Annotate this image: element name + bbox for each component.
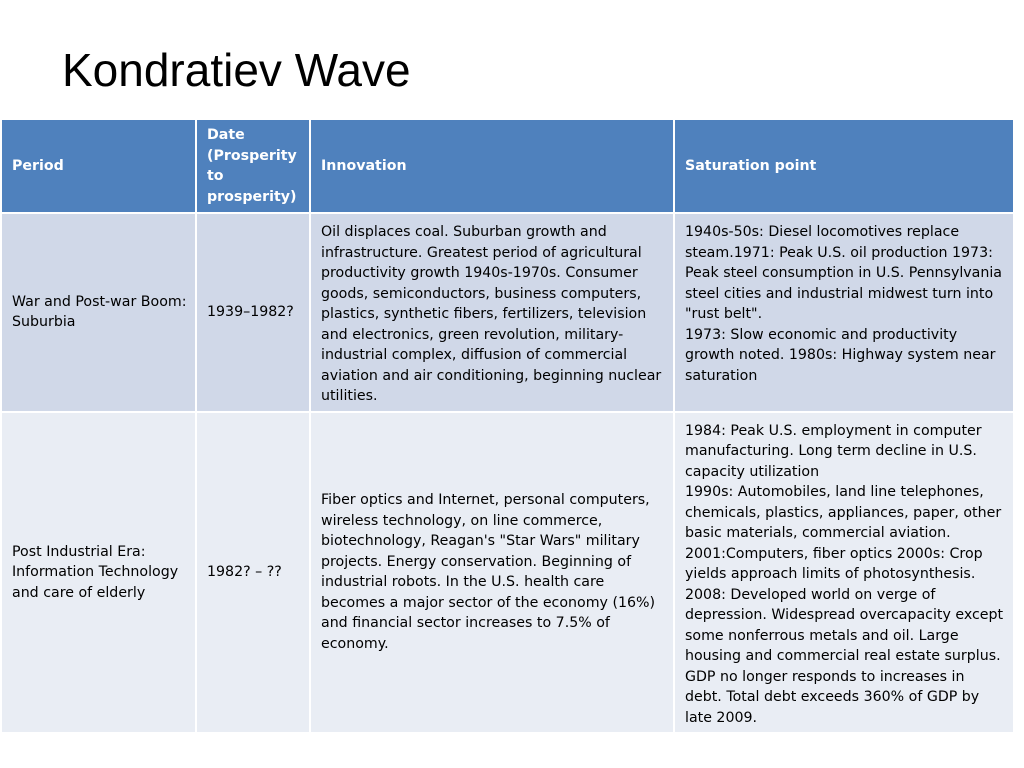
saturation-paragraph: 1990s: Automobiles, land line telephones, chemicals, plastics, appliances, paper, other basic materials, commercial aviation. (685, 484, 1002, 541)
saturation-cell (674, 213, 1014, 412)
header-date: Date (Prosperity to prosperity) (196, 119, 310, 213)
slide-title: Kondratiev Wave (62, 44, 411, 96)
date-cell: 1939–1982? (196, 213, 310, 412)
table-row (1, 213, 1014, 412)
date-cell: 1982? – ?? (196, 412, 310, 734)
saturation-paragraph: 2001:Computers, fiber optics 2000s: Crop yields approach limits of photosynthesis. (685, 545, 983, 582)
kondratiev-table (0, 118, 1015, 734)
table-row (1, 412, 1014, 734)
saturation-paragraph: 1973: Slow economic and productivity growth noted. 1980s: Highway system near saturation (685, 326, 996, 384)
saturation-paragraph: 2008: Developed world on verge of depression. Widespread overcapacity except some nonferrous metals and oil. Large housing and commercial real estate surplus. GDP no longer responds to increases in debt. Total debt exceeds 360% of GDP by late 2009. (685, 586, 1004, 726)
table-header-row (1, 119, 1014, 213)
period-cell: Post Industrial Era: Information Technology and care of elderly (1, 412, 196, 734)
header-innovation: Innovation (310, 119, 674, 213)
innovation-cell: Oil displaces coal. Suburban growth and infrastructure. Greatest period of agricultural productivity growth 1940s-1970s. Consumer goods, semiconductors, business computers, plastics, synthetic fibers, fertilizers, television and electronics, green revolution, military-industrial complex, diffusion of commercial aviation and air conditioning, beginning nuclear utilities. (310, 213, 674, 412)
saturation-paragraph: 1940s-50s: Diesel locomotives replace steam.1971: Peak U.S. oil production 1973: Peak steel consumption in U.S. Pennsylvania steel cities and industrial midwest turn into "rust belt". (685, 224, 1003, 322)
period-cell: War and Post-war Boom: Suburbia (1, 213, 196, 412)
header-period: Period (1, 119, 196, 213)
header-saturation-point: Saturation point (674, 119, 1014, 213)
saturation-paragraph: 1984: Peak U.S. employment in computer manufacturing. Long term decline in U.S. capacity utilization (685, 422, 982, 480)
innovation-cell: Fiber optics and Internet, personal computers, wireless technology, on line commerce, biotechnology, Reagan's "Star Wars" military projects. Energy conservation. Beginning of industrial robots. In the U.S. health care becomes a major sector of the economy (16%) and financial sector increases to 7.5% of economy. (310, 412, 674, 734)
saturation-cell (674, 412, 1014, 734)
